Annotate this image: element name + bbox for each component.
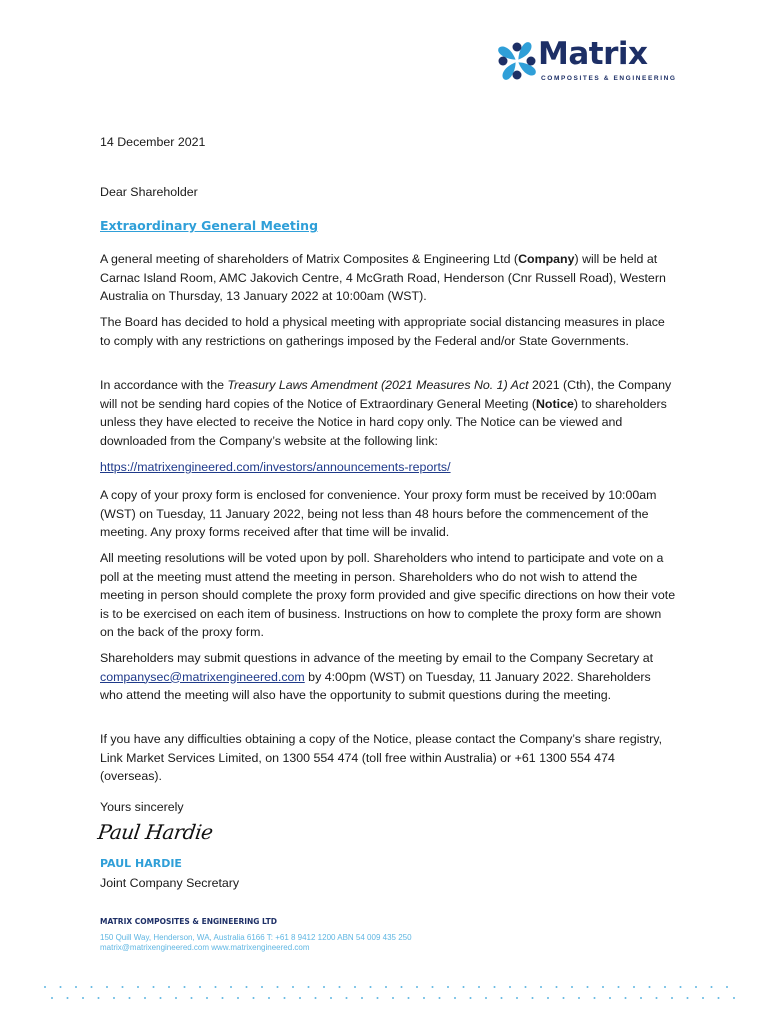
salutation: Dear Shareholder <box>100 185 198 199</box>
letter-date: 14 December 2021 <box>100 135 206 149</box>
decorative-dot <box>587 986 589 988</box>
decorative-dot <box>432 986 434 988</box>
text-run: Shareholders may submit questions in advance of the meeting by email to the Company Secretary at <box>100 651 654 665</box>
decorative-dot <box>463 986 465 988</box>
decorative-dot <box>168 986 170 988</box>
decorative-dot <box>711 986 713 988</box>
decorative-dot <box>640 997 642 999</box>
decorative-dot <box>237 997 239 999</box>
decorative-dot <box>408 997 410 999</box>
decorative-dot <box>199 986 201 988</box>
decorative-dot <box>51 997 53 999</box>
paragraph-meeting-details <box>100 250 676 306</box>
decorative-dot <box>594 997 596 999</box>
decorative-dot <box>401 986 403 988</box>
text-run: by 4:00pm (WST) on Tuesday, 11 January 2022. Shareholders who attend the meeting will also have the opportunity to submit questions during the meeting. <box>100 669 651 702</box>
decorative-dot <box>284 997 286 999</box>
decorative-dot <box>423 997 425 999</box>
decorative-dot <box>664 986 666 988</box>
decorative-dot <box>160 997 162 999</box>
decorative-dot <box>563 997 565 999</box>
footer-address: 150 Quill Way, Henderson, WA, Australia 6166 T: +61 8 9412 1200 ABN 54 009 435 250 <box>100 933 412 942</box>
decorative-dot <box>354 986 356 988</box>
decorative-dot <box>82 997 84 999</box>
footer-company-name: MATRIX COMPOSITES & ENGINEERING LTD <box>100 917 277 926</box>
decorative-dot <box>377 997 379 999</box>
decorative-dot <box>478 986 480 988</box>
decorative-dot <box>687 997 689 999</box>
decorative-dot <box>98 997 100 999</box>
decorative-dot <box>439 997 441 999</box>
decorative-dot <box>525 986 527 988</box>
decorative-dot <box>718 997 720 999</box>
act-title: Treasury Laws Amendment (2021 Measures No. 1) Act <box>227 378 529 392</box>
text-run: ) to shareholders unless they have elected to receive the Notice in hard copy only. The Notice can be viewed and downloaded from the Company’s website at the following link: <box>100 396 667 448</box>
paragraph-notice-access <box>100 376 676 450</box>
decorative-dot <box>268 997 270 999</box>
decorative-dot <box>695 986 697 988</box>
decorative-dot <box>702 997 704 999</box>
decorative-dot <box>246 986 248 988</box>
decorative-dot <box>106 986 108 988</box>
decorative-dot <box>540 986 542 988</box>
decorative-dot <box>308 986 310 988</box>
text-run: ) will be held at Carnac Island Room, AMC Jakovich Centre, 4 McGrath Road, Henderson (Cnr Russell Road), Western Australia on Thursday, 13 January 2022 at 10:00am (WST). <box>100 252 666 303</box>
logo-wordmark: Matrix <box>538 36 648 72</box>
decorative-dot <box>175 997 177 999</box>
decorative-dot <box>215 986 217 988</box>
decorative-dot <box>447 986 449 988</box>
signer-name: PAUL HARDIE <box>100 857 182 870</box>
decorative-dot <box>571 986 573 988</box>
decorative-dot <box>385 986 387 988</box>
decorative-dot <box>261 986 263 988</box>
decorative-dot <box>609 997 611 999</box>
decorative-dot <box>556 986 558 988</box>
decorative-dot <box>618 986 620 988</box>
decorative-dot <box>485 997 487 999</box>
text-run: A general meeting of shareholders of Matrix Composites & Engineering Ltd ( <box>100 252 519 266</box>
footer-contact: matrix@matrixengineered.com www.matrixengineered.com <box>100 943 310 952</box>
decorative-dot <box>733 997 735 999</box>
decorative-dot <box>470 997 472 999</box>
decorative-dot <box>137 986 139 988</box>
paragraph-proxy-form: A copy of your proxy form is enclosed for convenience. Your proxy form must be received by 10:00am (WST) on Tuesday, 11 January 2022, being not less than 48 hours before the commencement of the meeting. Any proxy forms received after that time will be invalid. <box>100 488 657 539</box>
company-secretary-email-link[interactable]: companysec@matrixengineered.com <box>100 669 305 684</box>
decorative-dot <box>416 986 418 988</box>
decorative-dot <box>277 986 279 988</box>
paragraph-share-registry: If you have any difficulties obtaining a copy of the Notice, please contact the Company’s share registry, Link Market Services Limited, on 1300 554 474 (toll free within Australia) or +61 1300 554 474 (overseas). <box>100 732 663 783</box>
paragraph-link <box>100 458 676 477</box>
decorative-dot <box>153 986 155 988</box>
decorative-dot <box>516 997 518 999</box>
decorative-dot <box>361 997 363 999</box>
company-logo <box>492 36 682 88</box>
defined-term: Notice <box>535 396 574 411</box>
decorative-dot <box>649 986 651 988</box>
decorative-dot <box>633 986 635 988</box>
decorative-dot <box>299 997 301 999</box>
decorative-dot <box>292 986 294 988</box>
decorative-dot <box>370 986 372 988</box>
decorative-dot <box>680 986 682 988</box>
decorative-dot <box>191 997 193 999</box>
decorative-dot <box>454 997 456 999</box>
decorative-dot <box>578 997 580 999</box>
paragraph-questions <box>100 649 676 705</box>
decorative-dot <box>339 986 341 988</box>
decorative-dot <box>44 986 46 988</box>
decorative-dot <box>671 997 673 999</box>
signer-title: Joint Company Secretary <box>100 876 240 890</box>
decorative-dot <box>113 997 115 999</box>
decorative-dot <box>144 997 146 999</box>
decorative-dot <box>501 997 503 999</box>
signature: Paul Hardie <box>96 820 215 844</box>
decorative-dot <box>532 997 534 999</box>
decorative-dot <box>346 997 348 999</box>
footer-dot-divider <box>40 984 740 1002</box>
paragraph-physical-meeting: The Board has decided to hold a physical meeting with appropriate social distancing measures in place to comply with any restrictions on gatherings imposed by the Federal and/or State Governments. <box>100 315 665 348</box>
decorative-dot <box>122 986 124 988</box>
decorative-dot <box>323 986 325 988</box>
decorative-dot <box>509 986 511 988</box>
decorative-dot <box>60 986 62 988</box>
decorative-dot <box>222 997 224 999</box>
decorative-dot <box>206 997 208 999</box>
logo-tagline: COMPOSITES & ENGINEERING <box>541 75 677 82</box>
decorative-dot <box>315 997 317 999</box>
decorative-dot <box>392 997 394 999</box>
decorative-dot <box>726 986 728 988</box>
decorative-dot <box>330 997 332 999</box>
logo-mark-icon <box>492 36 542 86</box>
decorative-dot <box>75 986 77 988</box>
decorative-dot <box>625 997 627 999</box>
decorative-dot <box>656 997 658 999</box>
decorative-dot <box>67 997 69 999</box>
decorative-dot <box>184 986 186 988</box>
letter-heading: Extraordinary General Meeting <box>100 218 319 233</box>
closing: Yours sincerely <box>100 800 184 814</box>
decorative-dot <box>129 997 131 999</box>
text-run: 2021 (Cth), the Company will not be sending hard copies of the Notice of Extraordinary General Meeting ( <box>100 378 672 411</box>
decorative-dot <box>602 986 604 988</box>
decorative-dot <box>253 997 255 999</box>
decorative-dot <box>91 986 93 988</box>
decorative-dot <box>494 986 496 988</box>
defined-term: Company <box>518 252 575 266</box>
paragraph-voting: All meeting resolutions will be voted upon by poll. Shareholders who intend to participate and vote on a poll at the meeting must attend the meeting in person. Shareholders who do not wish to attend the meeting in person should complete the proxy form provided and give specific directions on how their vote is to be exercised on each item of business. Instructions on how to complete the proxy form are shown on the back of the proxy form. <box>100 551 676 639</box>
announcements-link[interactable]: https://matrixengineered.com/investors/announcements-reports/ <box>100 460 451 474</box>
text-run: In accordance with the <box>100 378 228 392</box>
decorative-dot <box>547 997 549 999</box>
decorative-dot <box>230 986 232 988</box>
